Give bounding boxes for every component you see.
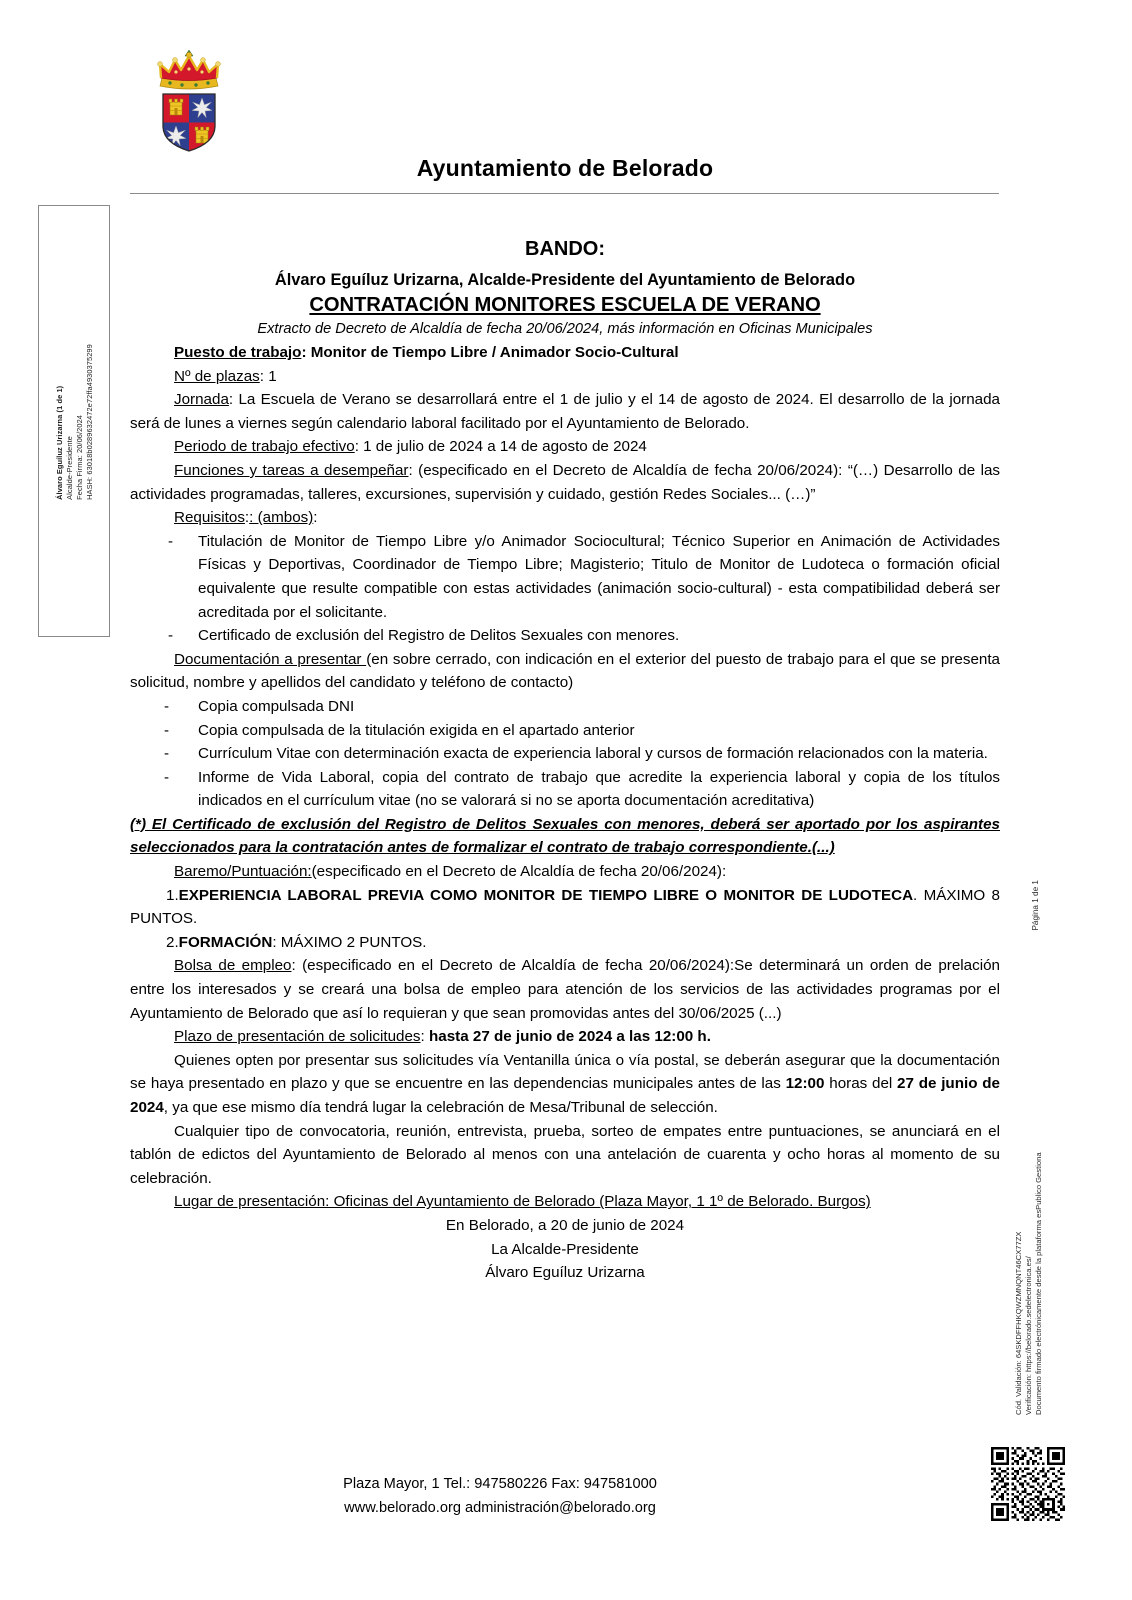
field-requisitos-label: Requisitos [174,509,245,527]
field-requisitos [130,506,1000,530]
para-ventanilla [130,1049,1000,1120]
field-bolsa [130,954,1000,1025]
list-item-text: Currículum Vitae con determinación exacta de experiencia laboral y cursos de formación relacionados con la materia. [198,745,988,763]
footer-address-phone: Plaza Mayor, 1 Tel.: 947580226 Fax: 947581000 [343,1476,657,1492]
list-item-text: Titulación de Monitor de Tiempo Libre y/o Animador Sociocultural; Técnico Superior en Animación de Actividades Físicas y Deportivas, Coordinador de Tiempo Libre; Magisterio; Titulo de Monitor de Ludoteca o formación oficial equivalente que resulte compatible con estas actividades (animación socio-cultural) - esta compatibilidad deberá ser acreditada por el solicitante. [198,532,1000,621]
field-plazo [130,1025,1000,1049]
field-requisitos-label2: : (ambos) [249,509,314,527]
footer-web-email: www.belorado.org administración@belorado.org [344,1500,656,1516]
signature-metadata-lines [55,344,96,500]
field-funciones [130,459,1000,506]
baremo-item-2-number: 2. [166,933,179,951]
field-puesto-value: : Monitor de Tiempo Libre / Animador Socio-Cultural [301,344,679,361]
signature-signer-name: Álvaro Eguíluz Urizarna (1 de 1) [54,385,64,500]
list-item-text: Copia compulsada DNI [198,697,355,715]
field-baremo-label: Baremo/Puntuación: [174,863,312,881]
field-bolsa-label: Bolsa de empleo [174,957,292,975]
coat-of-arms-icon [152,50,226,152]
field-plazo-label: Plazo de presentación de solicitudes [174,1028,421,1046]
verification-url: Verificación: https://belorado.sedelectronica.es/ [1024,1256,1033,1415]
field-requisitos-sep: : [244,509,250,527]
signoff-name: Álvaro Eguíluz Urizarna [485,1264,645,1282]
page-number-label: Página 1 de 1 [1031,880,1040,931]
field-periodo [130,435,1000,459]
list-item [130,742,1000,766]
signoff-place-date: En Belorado, a 20 de junio de 2024 [445,1216,685,1234]
subtitle-author: Álvaro Eguíluz Urizarna, Alcalde-Presidente del Ayuntamiento de Belorado [274,271,856,289]
baremo-item-2 [130,931,1000,955]
signature-date: Fecha Firma: 20/06/2024 [75,415,84,500]
para-ventanilla-e: , ya que ese mismo día tendrá lugar la celebración de Mesa/Tribunal de selección. [163,1099,718,1116]
page-title: Ayuntamiento de Belorado [416,155,714,181]
bullet-dash-icon: - [168,532,174,550]
baremo-item-2-title: FORMACIÓN [178,933,273,951]
baremo-item-2-points: : MÁXIMO 2 PUNTOS. [272,933,427,951]
field-periodo-value: : 1 de julio de 2024 a 14 de agosto de 2024 [354,438,647,456]
field-puesto [130,341,1000,365]
field-baremo-value: (especificado en el Decreto de Alcaldía de fecha 20/06/2024): [311,863,727,881]
bullet-dash-icon: - [164,745,170,763]
field-plazas-value: : 1 [259,367,277,385]
baremo-item-1-number: 1. [166,886,179,904]
list-item [130,766,1000,813]
verification-platform: Documento firmado electrónicamente desde la plataforma esPublico Gestiona [1034,1152,1043,1415]
field-requisitos-end: : [313,509,318,527]
list-item [130,624,1000,648]
bullet-dash-icon: - [164,721,170,739]
list-item [130,530,1000,624]
field-funciones-label: Funciones y tareas a desempeñar [174,461,409,479]
signature-metadata-rotated [39,206,111,638]
header-divider [130,193,999,194]
field-documentacion-value: (en sobre cerrado, con indicación en el exterior del puesto de trabajo para el que se presenta solicitud, nombre y apellidos del candidato y teléfono de contacto) [130,650,1000,692]
field-plazas [130,365,1000,389]
bullet-dash-icon: - [168,627,174,645]
bullet-dash-icon: - [164,768,170,786]
starred-note: (*) El Certificado de exclusión del Registro de Delitos Sexuales con menores, deberá ser aportado por los aspirantes seleccionados para la contratación antes de formalizar el contrato de trabajo correspondiente.(...) [130,815,1000,857]
field-jornada-label: Jornada [174,391,229,409]
field-documentacion [130,648,1000,695]
field-plazo-sep: : [420,1028,429,1046]
subtitle-main: CONTRATACIÓN MONITORES ESCUELA DE VERANO [309,294,821,316]
list-item-text: Informe de Vida Laboral, copia del contrato de trabajo que acredite la experiencia laboral y copia de los títulos indicados en el currículum vitae (no se valorará si no se aporta documentación acreditativa) [198,768,1000,810]
field-bolsa-value: : (especificado en el Decreto de Alcaldía de fecha 20/06/2024):Se determinará un orden de prelación entre los interesados y se creará una bolsa de empleo para atención de los servicios de las actividades programas por el Ayuntamiento de Belorado que así lo requieran y que sean promovidas antes del 30/06/2025 (...) [130,957,1000,1022]
list-item-text: Copia compulsada de la titulación exigida en el apartado anterior [198,721,635,739]
baremo-item-1 [130,884,1000,931]
qr-code-icon [991,1447,1065,1521]
field-puesto-label: Puesto de trabajo [174,344,302,361]
field-baremo [130,860,1000,884]
signoff-role: La Alcalde-Presidente [491,1240,639,1258]
baremo-item-1-title: EXPERIENCIA LABORAL PREVIA COMO MONITOR DE TIEMPO LIBRE O MONITOR DE LUDOTECA [178,886,914,904]
bando-heading: BANDO: [525,238,605,260]
signature-signer-role: Alcalde-Presidente [64,436,74,500]
field-jornada [130,388,1000,435]
baremo-item-1-points: . MÁXIMO 8 PUNTOS. [130,886,1000,928]
requisitos-list [130,530,1000,648]
decree-extract: Extracto de Decreto de Alcaldía de fecha 20/06/2024, más información en Oficinas Municipales [257,321,873,337]
page-footer [130,1472,870,1520]
field-documentacion-label: Documentación a presentar [174,650,367,668]
field-jornada-value: : La Escuela de Verano se desarrollará entre el 1 de julio y el 14 de agosto de 2024. El desarrollo de la jornada será de lunes a viernes según calendario laboral facilitado por el Ayuntamiento de Belorado. [130,391,1000,432]
list-item [130,719,1000,743]
page-number-box [1030,880,1050,1180]
list-item [130,695,1000,719]
para-ventanilla-a: Quienes opten por presentar sus solicitudes vía Ventanilla única o vía postal, se deberán asegurar que la documentación se haya presentado en plazo y que se encuentre en las dependencias municipales antes de las [130,1051,1000,1093]
field-plazas-label: Nº de plazas [174,367,260,385]
field-funciones-value: : (especificado en el Decreto de Alcaldía de fecha 20/06/2024): “(…) Desarrollo de las actividades programadas, talleres, excursiones, supervisión y cuidado, gestión Redes Sociales... (…)” [130,461,1000,503]
field-lugar: Lugar de presentación: Oficinas del Ayuntamiento de Belorado (Plaza Mayor, 1 1º de Belorado. Burgos) [174,1193,871,1211]
bullet-dash-icon: - [164,697,170,715]
signature-metadata-box [38,205,110,637]
document-body [130,234,1000,1285]
field-plazo-value: hasta 27 de junio de 2024 a las 12:00 h. [428,1028,711,1046]
field-periodo-label: Periodo de trabajo efectivo [174,438,355,456]
signature-hash: HASH: 63018b0289632472e72ffa4930375299 [85,344,95,500]
verification-code: Cód. Validación: 64SKDFFHKQWZMNQNT46CX77ZX [1014,1231,1023,1415]
para-ventanilla-time: 12:00 [785,1075,825,1093]
para-convocatoria: Cualquier tipo de convocatoria, reunión, entrevista, prueba, sorteo de empates entre puntuaciones, se anunciará en el tablón de edictos del Ayuntamiento de Belorado al menos con una antelación de cuarenta y ocho horas al momento de su celebración. [130,1122,1000,1187]
documentacion-list [130,695,1000,813]
para-ventanilla-date: 27 de junio de 2024 [130,1075,1000,1116]
para-ventanilla-c: horas del [824,1075,898,1093]
list-item-text: Certificado de exclusión del Registro de Delitos Sexuales con menores. [198,627,680,645]
